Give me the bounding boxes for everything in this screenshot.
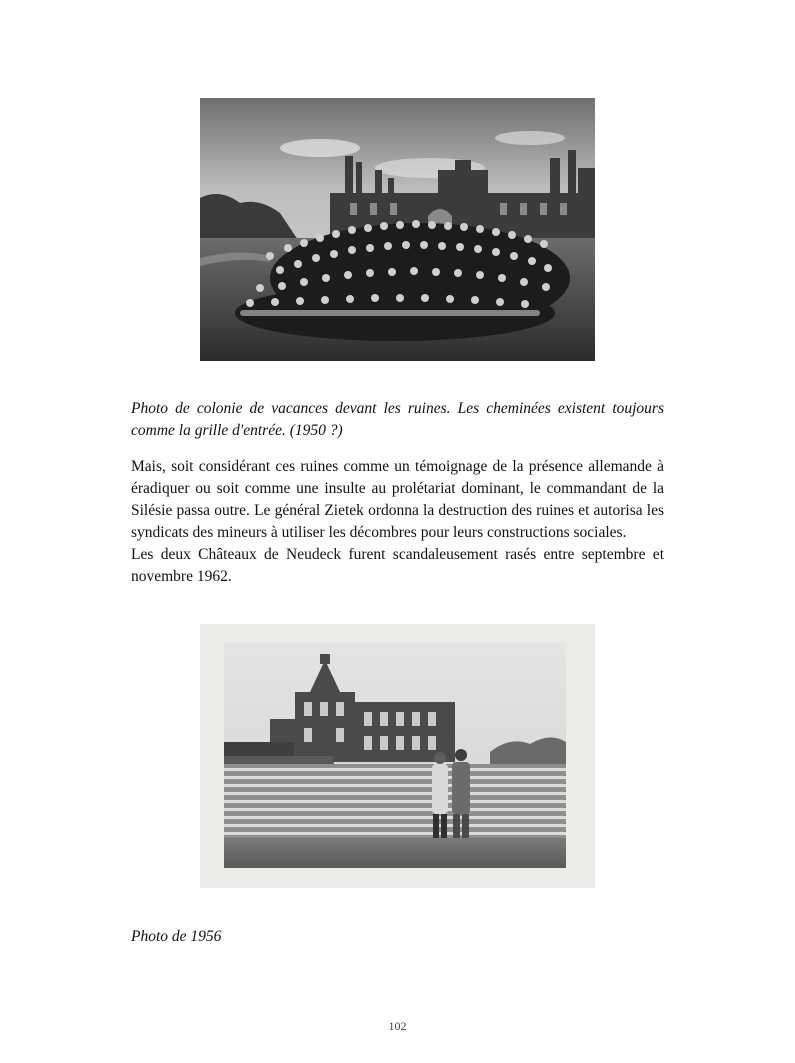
photo-colony-ruins [200,98,595,361]
photo-caption: Photo de colonie de vacances devant les ruines. Les cheminées existent toujours comme la grille d'entrée. (1950 ?) [131,400,664,439]
paragraph: Les deux Châteaux de Neudeck furent scandaleusement rasés entre septembre et novembre 1962. [131,546,664,585]
page-number: 102 [388,1019,407,1033]
photo-1956-steps [200,624,595,888]
paragraph: Mais, soit considérant ces ruines comme un témoignage de la présence allemande à éradiquer ou soit comme une insulte au prolétariat dominant, le commandant de la Silésie passa outre. Le général Zietek ordonna la destruction des ruines et autorisa les syndicats des mineurs à utiliser les décombres pour leurs constructions sociales. [131,458,664,541]
body-text [131,456,664,588]
photo-caption: Photo de 1956 [131,928,222,945]
